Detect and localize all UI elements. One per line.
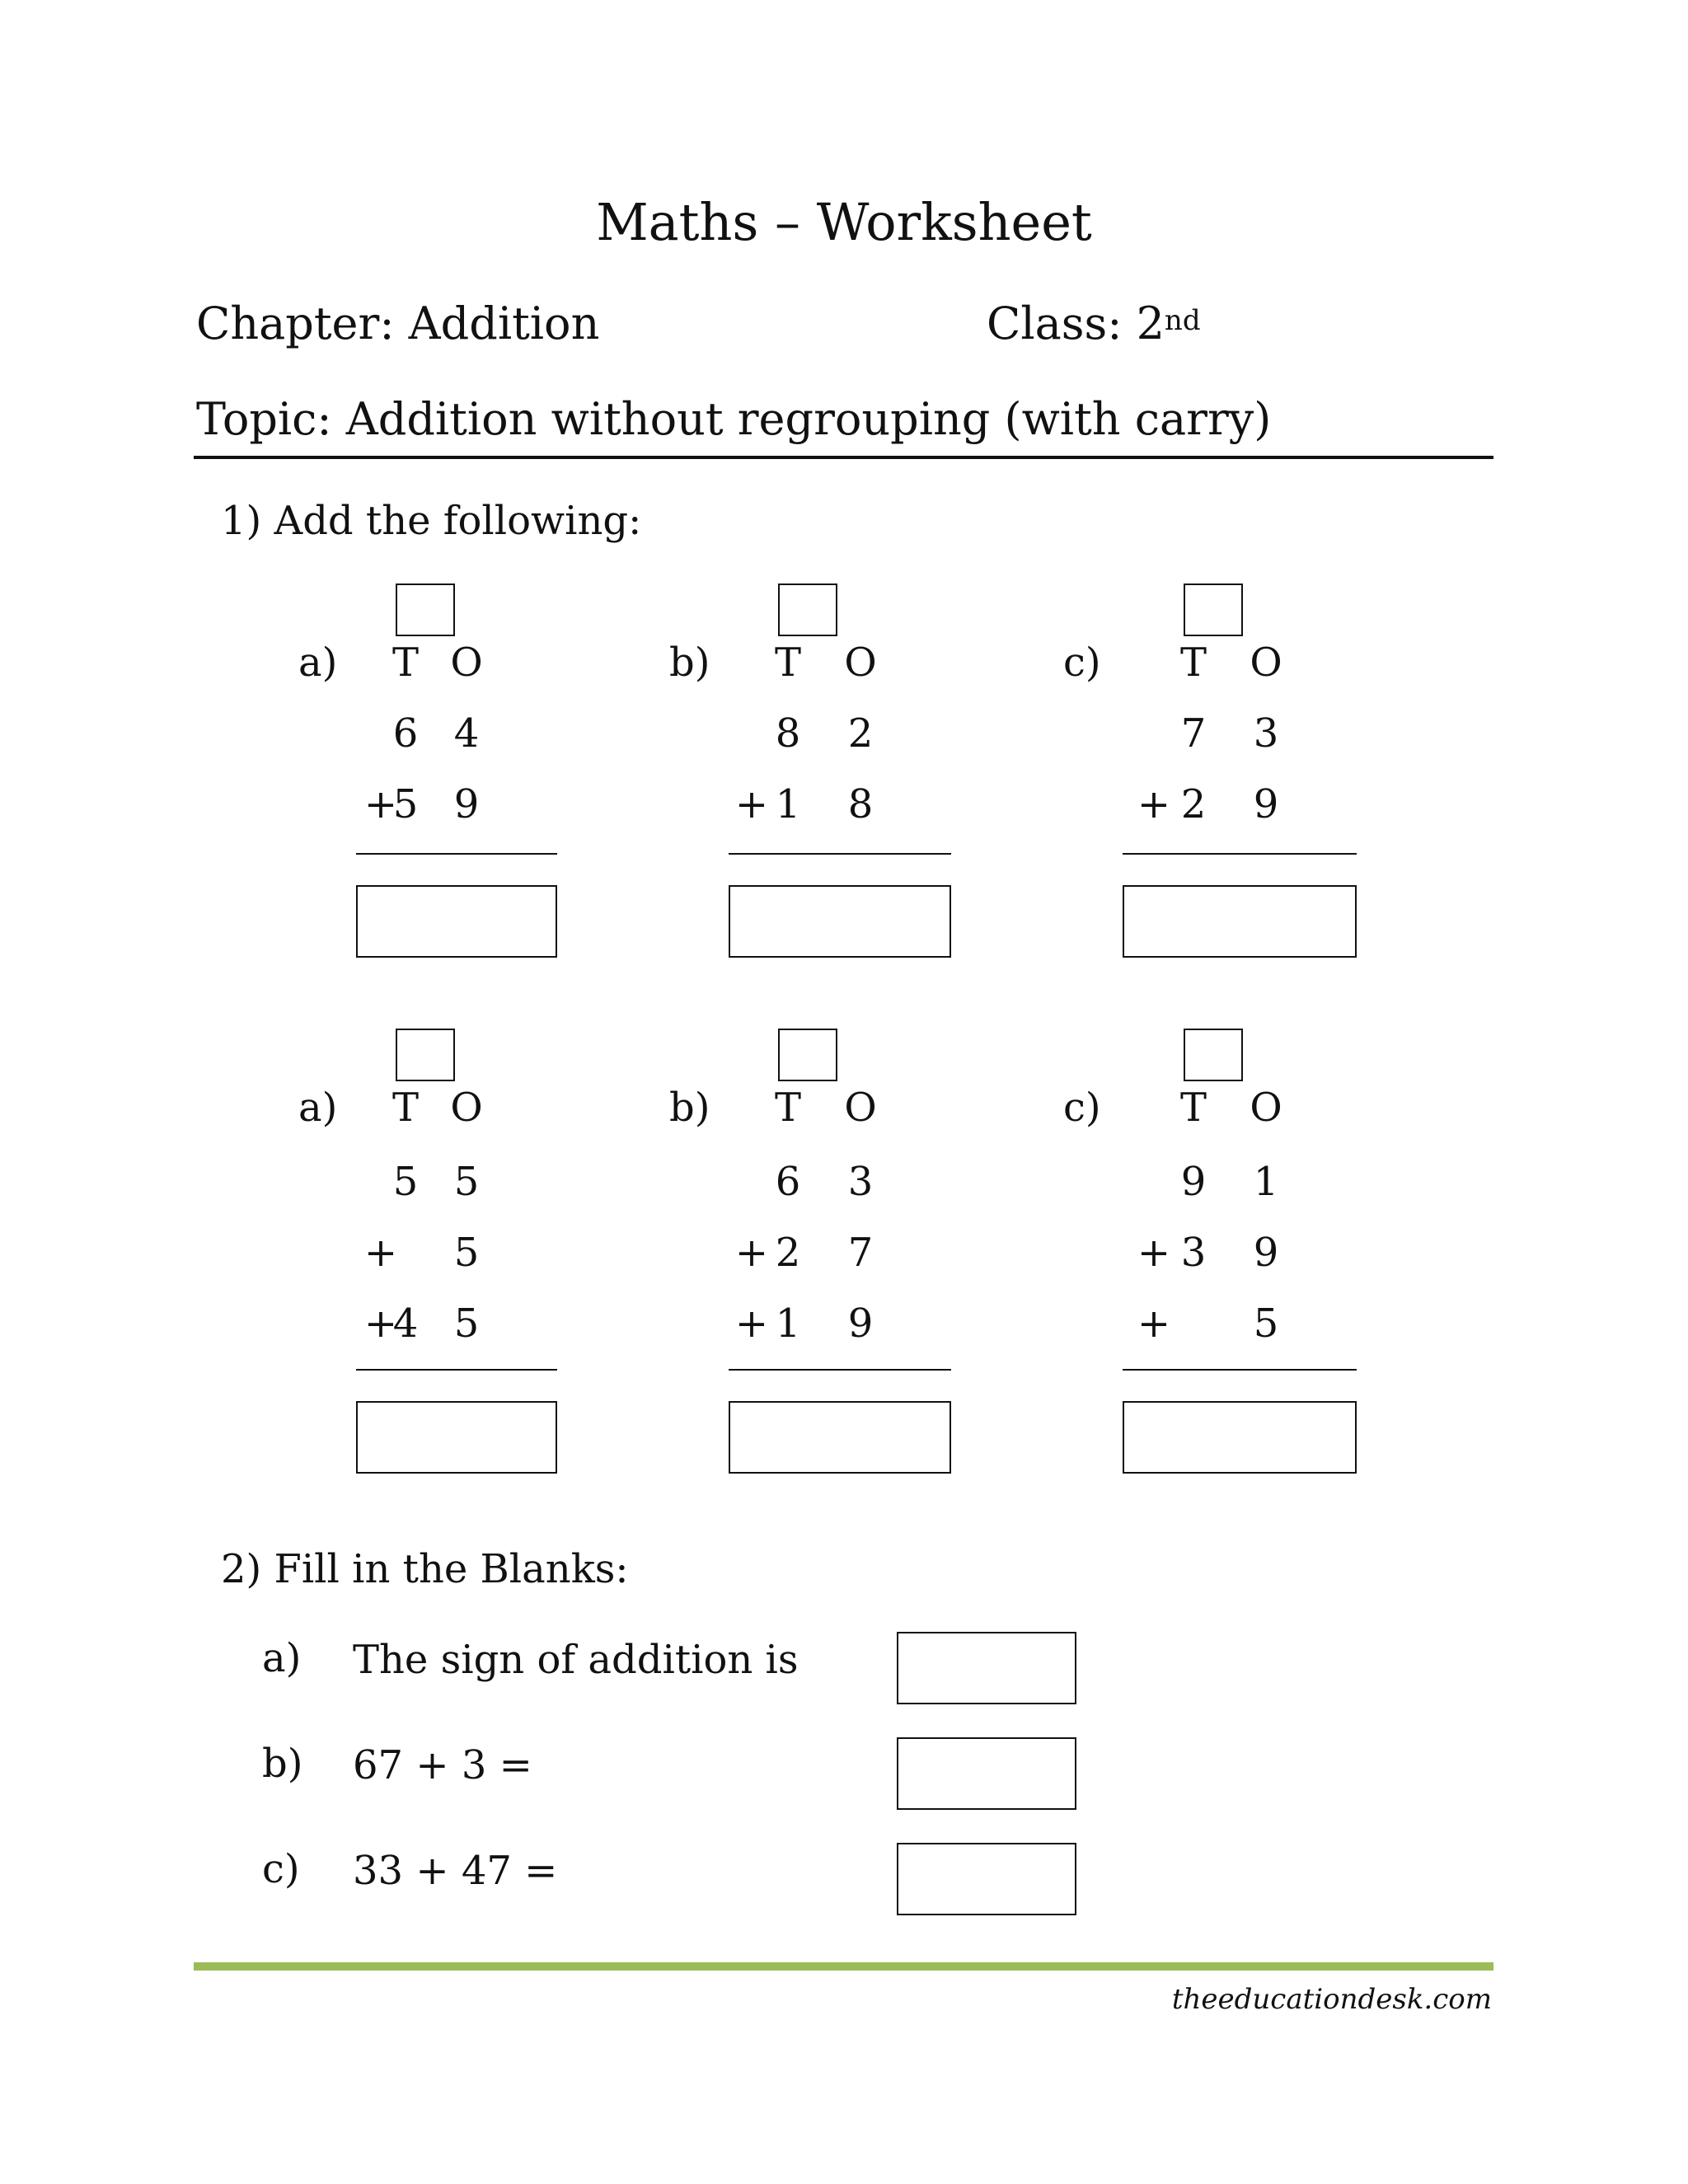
- footer-site: theeducationdesk.com: [1171, 1983, 1492, 2016]
- tens-digit: 4: [392, 1301, 419, 1347]
- tens-digit: 6: [775, 1159, 801, 1205]
- ones-column-header: O: [1250, 1085, 1282, 1131]
- tens-column-header: T: [774, 1085, 801, 1131]
- ones-digit: 1: [1253, 1159, 1279, 1205]
- problem-label: a): [298, 1085, 338, 1131]
- tens-digit: 3: [1180, 1230, 1207, 1276]
- ones-column-header: O: [844, 1085, 877, 1131]
- sum-line: [729, 1369, 951, 1371]
- ones-digit: 5: [1253, 1301, 1279, 1347]
- sum-line: [356, 853, 557, 855]
- blank-item-text: 67 + 3 =: [353, 1742, 532, 1788]
- plus-sign: +: [734, 781, 769, 827]
- answer-box[interactable]: [729, 1401, 951, 1474]
- ones-digit: 2: [847, 710, 874, 757]
- problem-label: b): [669, 640, 710, 686]
- blank-item-text: 33 + 47 =: [353, 1848, 558, 1894]
- ones-digit: 4: [453, 710, 480, 757]
- problem-label: c): [1063, 1085, 1101, 1131]
- plus-sign: +: [1137, 1301, 1171, 1347]
- question-2-heading: 2) Fill in the Blanks:: [221, 1546, 629, 1592]
- header-divider: [194, 456, 1493, 459]
- problem-label: b): [669, 1085, 710, 1131]
- ones-digit: 3: [847, 1159, 874, 1205]
- tens-digit: 1: [775, 1301, 801, 1347]
- plus-sign: +: [363, 1301, 398, 1347]
- ones-digit: 9: [1253, 781, 1279, 827]
- answer-box[interactable]: [729, 885, 951, 958]
- carry-input-box[interactable]: [778, 1029, 837, 1081]
- chapter-label: Chapter: Addition: [196, 298, 600, 349]
- tens-digit: 2: [775, 1230, 801, 1276]
- blank-item-label: b): [262, 1741, 303, 1787]
- ones-digit: 5: [453, 1230, 480, 1276]
- plus-sign: +: [734, 1301, 769, 1347]
- sum-line: [1123, 1369, 1357, 1371]
- answer-box[interactable]: [356, 885, 557, 958]
- question-1-heading: 1) Add the following:: [221, 498, 642, 544]
- tens-digit: 7: [1180, 710, 1207, 757]
- tens-digit: 6: [392, 710, 419, 757]
- tens-column-header: T: [392, 640, 419, 686]
- blank-item-label: a): [262, 1635, 302, 1681]
- ones-column-header: O: [450, 1085, 483, 1131]
- problem-label: c): [1063, 640, 1101, 686]
- tens-digit: 5: [392, 1159, 419, 1205]
- ones-column-header: O: [1250, 640, 1282, 686]
- blank-answer-box[interactable]: [897, 1737, 1076, 1810]
- answer-box[interactable]: [356, 1401, 557, 1474]
- class-suffix: nd: [1164, 304, 1201, 337]
- tens-column-header: T: [1179, 640, 1207, 686]
- plus-sign: +: [363, 1230, 398, 1276]
- carry-input-box[interactable]: [396, 1029, 455, 1081]
- ones-digit: 9: [1253, 1230, 1279, 1276]
- plus-sign: +: [363, 781, 398, 827]
- sum-line: [1123, 853, 1357, 855]
- class-label: [987, 295, 1201, 353]
- carry-input-box[interactable]: [396, 583, 455, 636]
- tens-column-header: T: [392, 1085, 419, 1131]
- plus-sign: +: [1137, 1230, 1171, 1276]
- tens-digit: 5: [392, 781, 419, 827]
- ones-digit: 9: [847, 1301, 874, 1347]
- carry-input-box[interactable]: [778, 583, 837, 636]
- ones-digit: 5: [453, 1159, 480, 1205]
- tens-column-header: T: [774, 640, 801, 686]
- sum-line: [729, 853, 951, 855]
- plus-sign: +: [1137, 781, 1171, 827]
- ones-digit: 8: [847, 781, 874, 827]
- tens-digit: 1: [775, 781, 801, 827]
- tens-digit: 9: [1180, 1159, 1207, 1205]
- tens-digit: 2: [1180, 781, 1207, 827]
- carry-input-box[interactable]: [1184, 583, 1243, 636]
- ones-digit: 9: [453, 781, 480, 827]
- ones-column-header: O: [450, 640, 483, 686]
- blank-answer-box[interactable]: [897, 1632, 1076, 1704]
- plus-sign: +: [734, 1230, 769, 1276]
- answer-box[interactable]: [1123, 885, 1357, 958]
- blank-item-text: The sign of addition is: [353, 1637, 799, 1683]
- ones-column-header: O: [844, 640, 877, 686]
- footer-divider: [194, 1962, 1493, 1971]
- ones-digit: 5: [453, 1301, 480, 1347]
- ones-digit: 7: [847, 1230, 874, 1276]
- blank-answer-box[interactable]: [897, 1843, 1076, 1915]
- tens-digit: 8: [775, 710, 801, 757]
- answer-box[interactable]: [1123, 1401, 1357, 1474]
- problem-label: a): [298, 640, 338, 686]
- class-text: Class: 2: [987, 298, 1165, 349]
- sum-line: [356, 1369, 557, 1371]
- ones-digit: 3: [1253, 710, 1279, 757]
- tens-column-header: T: [1179, 1085, 1207, 1131]
- carry-input-box[interactable]: [1184, 1029, 1243, 1081]
- worksheet-title: Maths – Worksheet: [596, 192, 1092, 252]
- topic-label: Topic: Addition without regrouping (with carry): [196, 393, 1272, 445]
- blank-item-label: c): [262, 1846, 300, 1892]
